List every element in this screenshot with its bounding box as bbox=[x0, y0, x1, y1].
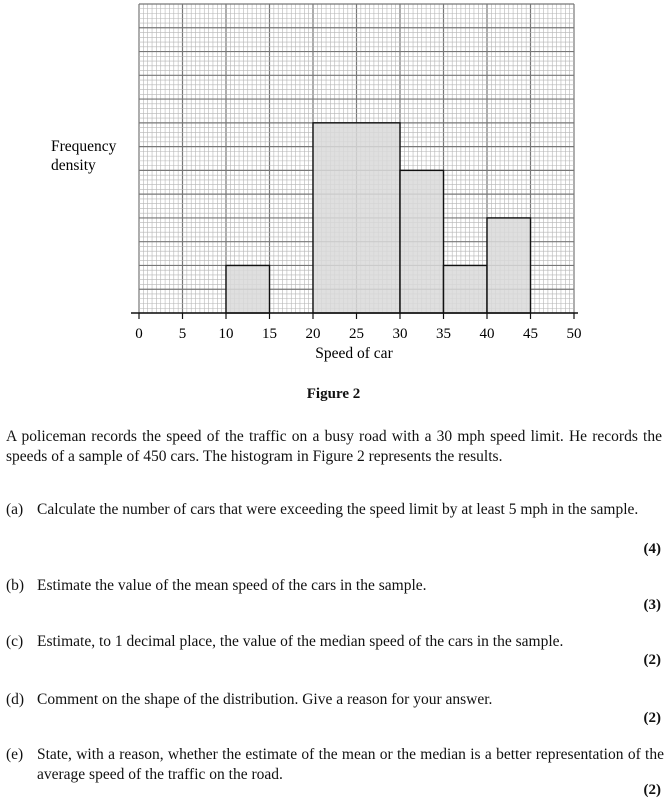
x-tick-label: 45 bbox=[523, 326, 538, 342]
chart-axis bbox=[131, 313, 582, 342]
question-label: (e) bbox=[6, 746, 24, 763]
x-tick-label: 30 bbox=[392, 326, 408, 342]
x-tick-label: 0 bbox=[135, 326, 143, 342]
x-tick-label: 35 bbox=[436, 326, 451, 342]
figure-caption: Figure 2 bbox=[306, 386, 361, 402]
histogram-bar bbox=[226, 265, 270, 313]
question-label: (d) bbox=[6, 691, 25, 708]
histogram-bar bbox=[400, 170, 444, 313]
marks-e: (2) bbox=[643, 782, 661, 798]
marks-d: (2) bbox=[643, 710, 661, 726]
question-text: State, with a reason, whether the estimate of the mean or the median is a better representation of the average speed of the traffic on the road. bbox=[37, 746, 664, 783]
marks-c: (2) bbox=[643, 652, 661, 668]
question-text: Calculate the number of cars that were exceeding the speed limit by at least 5 mph in the sample. bbox=[37, 501, 639, 518]
histogram-bar bbox=[313, 123, 400, 313]
histogram-bar bbox=[444, 265, 488, 313]
marks-a: (4) bbox=[643, 541, 661, 557]
histogram-figure bbox=[0, 0, 667, 380]
x-tick-label: 40 bbox=[479, 326, 495, 342]
histogram-bar bbox=[487, 218, 531, 313]
x-tick-label: 10 bbox=[218, 326, 234, 342]
x-tick-label: 50 bbox=[566, 326, 582, 342]
x-axis-label: Speed of car bbox=[315, 345, 393, 362]
question-c bbox=[6, 632, 664, 652]
question-text: Estimate the value of the mean speed of the cars in the sample. bbox=[37, 577, 427, 594]
question-text: Estimate, to 1 decimal place, the value of the median speed of the cars in the sample. bbox=[37, 633, 564, 650]
y-axis-label: Frequency density bbox=[51, 138, 117, 174]
marks-b: (3) bbox=[643, 597, 661, 613]
question-label: (c) bbox=[6, 633, 24, 650]
question-label: (b) bbox=[6, 577, 25, 594]
question-text: Comment on the shape of the distribution. Give a reason for your answer. bbox=[37, 691, 493, 708]
x-tick-label: 15 bbox=[262, 326, 277, 342]
x-tick-label: 5 bbox=[178, 326, 187, 342]
question-a bbox=[6, 500, 664, 520]
question-e bbox=[6, 745, 664, 784]
x-tick-label: 25 bbox=[349, 326, 364, 342]
question-d bbox=[6, 690, 664, 710]
question-b bbox=[6, 576, 664, 596]
x-tick-label: 20 bbox=[305, 326, 321, 342]
question-label: (a) bbox=[6, 501, 24, 518]
question-intro: A policeman records the speed of the traffic on a busy road with a 30 mph speed limit. He records the speeds of a sample of 450 cars. The histogram in Figure 2 represents the results. bbox=[6, 428, 662, 465]
